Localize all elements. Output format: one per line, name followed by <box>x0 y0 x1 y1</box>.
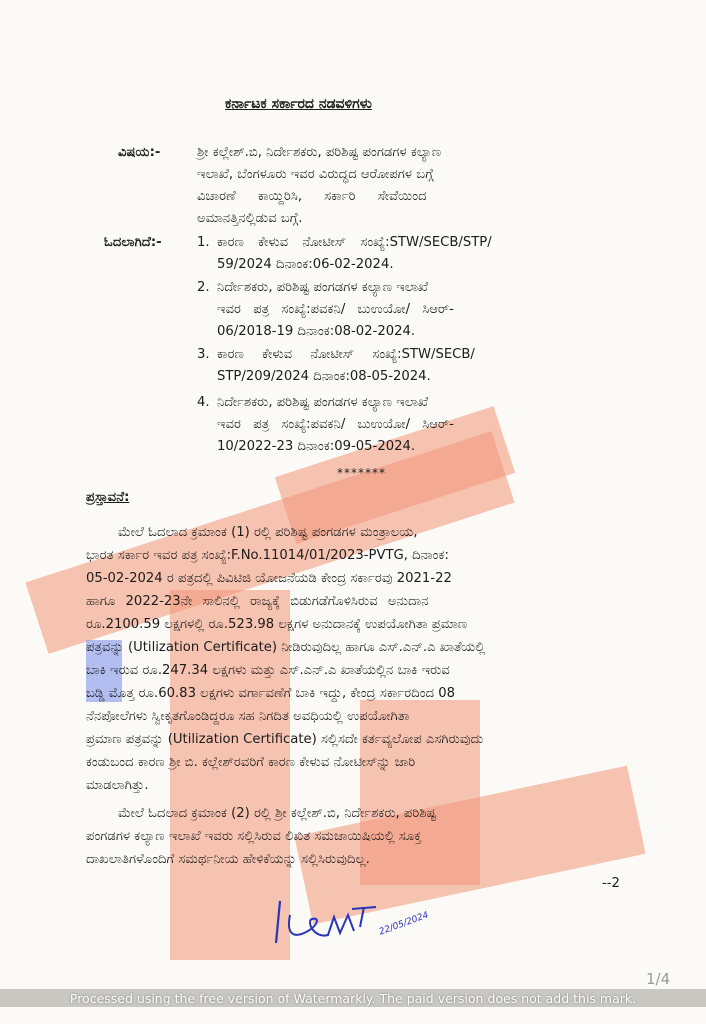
reference-line: ಇವರ ಪತ್ರ ಸಂಖ್ಯೆ:ಪವಕನಿ/ ಬುಉಯೋ/ ಸಿಆರ್- <box>217 302 454 317</box>
reference-number: 2. <box>197 280 210 295</box>
signature-date: 22/05/2024 <box>377 910 431 938</box>
paragraph-line: ಪ್ರಮಾಣ ಪತ್ರವನ್ನು (Utilization Certificate) ಸಲ್ಲಿಸದೇ ಕರ್ತವ್ಯಲೋಪ ಎಸಗಿರುವುದು <box>86 732 484 747</box>
reference-line: STP/209/2024 ದಿನಾಂಕ:08-05-2024. <box>217 369 431 384</box>
paragraph-line: ಪತ್ರವನ್ನು (Utilization Certificate) ನೀಡಿರುವುದಿಲ್ಲ ಹಾಗೂ ಎಸ್.ಎನ್.ಎ ಖಾತೆಯಲ್ಲಿ <box>86 640 486 655</box>
reference-line: ಕಾರಣ ಕೇಳುವ ನೋಟೀಸ್ ಸಂಖ್ಯೆ:STW/SECB/STP/ <box>217 235 492 250</box>
reference-line: 06/2018-19 ದಿನಾಂಕ:08-02-2024. <box>217 324 416 339</box>
subject-line: ಶ್ರೀ ಕಲ್ಲೇಶ್.ಬಿ, ನಿರ್ದೇಶಕರು, ಪರಿಶಿಷ್ಟ ಪಂಗಡಗಳ ಕಲ್ಯಾಣ <box>197 145 442 160</box>
paragraph-line: ಪಂಗಡಗಳ ಕಲ್ಯಾಣ ಇಲಾಖೆ ಇವರು ಸಲ್ಲಿಸಿರುವ ಲಿಖಿತ ಸಮಜಾಯಿಷಿಯಲ್ಲಿ ಸೂಕ್ತ <box>86 829 422 844</box>
paragraph-line: 05-02-2024 ರ ಪತ್ರದಲ್ಲಿ ಪಿವಿಟಿಜಿ ಯೋಜನೆಯಡಿ ಕೇಂದ್ರ ಸರ್ಕಾರವು 2021-22 <box>86 571 452 586</box>
paragraph-line: ದಾಖಲಾತಿಗಳೊಂದಿಗೆ ಸಮರ್ಥನೀಯ ಹೇಳಿಕೆಯನ್ನು ಸಲ್ಲಿಸಿರುವುದಿಲ್ಲ. <box>86 852 370 867</box>
reference-number: 1. <box>197 235 210 250</box>
subject-line: ಇಲಾಖೆ, ಬೆಂಗಳೂರು ಇವರ ವಿರುದ್ಧದ ಆರೋಪಗಳ ಬಗ್ಗೆ <box>197 167 434 182</box>
page-title: ಕರ್ನಾಟಕ ಸರ್ಕಾರದ ನಡವಳಿಗಳು <box>225 96 372 112</box>
reference-line: ನಿರ್ದೇಶಕರು, ಪರಿಶಿಷ್ಟ ಪಂಗಡಗಳ ಕಲ್ಯಾಣ ಇಲಾಖೆ <box>217 395 429 410</box>
paragraph-line: ಮೇಲೆ ಓದಲಾದ ಕ್ರಮಾಂಕ (1) ರಲ್ಲಿ ಪರಿಶಿಷ್ಟ ಪಂಗಡಗಳ ಮಂತ್ರಾಲಯ, <box>118 525 418 540</box>
paragraph-line: ಬಾಕಿ ಇರುವ ರೂ.247.34 ಲಕ್ಷಗಳು ಮತ್ತು ಎಸ್.ಎನ್.ಎ ಖಾತೆಯಲ್ಲಿನ ಬಾಕಿ ಇರುವ <box>86 663 450 678</box>
watermark-notice: Processed using the free version of Watermarkly. The paid version does not add this mark. <box>69 991 637 1006</box>
preamble-heading: ಪ್ರಸ್ತಾವನೆ: <box>86 490 130 505</box>
reference-number: 4. <box>197 395 210 410</box>
paragraph-line: ಮಾಡಲಾಗಿತ್ತು. <box>86 778 149 793</box>
reference-number: 3. <box>197 347 210 362</box>
reference-line: ನಿರ್ದೇಶಕರು, ಪರಿಶಿಷ್ಟ ಪಂಗಡಗಳ ಕಲ್ಯಾಣ ಇಲಾಖೆ <box>217 280 429 295</box>
reference-line: ಇವರ ಪತ್ರ ಸಂಖ್ಯೆ:ಪವಕನಿ/ ಬುಉಯೋ/ ಸಿಆರ್- <box>217 417 454 432</box>
page-indicator: 1/4 <box>646 970 671 988</box>
paragraph-line: ಕಂಡುಬಂದ ಕಾರಣ ಶ್ರೀ ಬಿ. ಕಲ್ಲೇಶ್‌ರವರಿಗೆ ಕಾರಣ ಕೇಳುವ ನೋಟೀಸ್‌ನ್ನು ಜಾರಿ <box>86 755 416 770</box>
reference-line: 10/2022-23 ದಿನಾಂಕ:09-05-2024. <box>217 439 416 454</box>
reference-line: ಕಾರಣ ಕೇಳುವ ನೋಟೀಸ್ ಸಂಖ್ಯೆ:STW/SECB/ <box>217 347 475 362</box>
paragraph-line: ರೂ.2100.59 ಲಕ್ಷಗಳಲ್ಲಿ ರೂ.523.98 ಲಕ್ಷಗಳ ಅನುದಾನಕ್ಕೆ ಉಪಯೋಗಿತಾ ಪ್ರಮಾಣ <box>86 617 468 632</box>
reference-line: 59/2024 ದಿನಾಂಕ:06-02-2024. <box>217 257 394 272</box>
paragraph-line: ಮೇಲೆ ಓದಲಾದ ಕ್ರಮಾಂಕ (2) ರಲ್ಲಿ ಶ್ರೀ ಕಲ್ಲೇಶ್.ಬಿ, ನಿರ್ದೇಶಕರು, ಪರಿಶಿಷ್ಟ <box>118 806 437 821</box>
separator: ******* <box>337 466 386 480</box>
paragraph-line: ಹಾಗೂ 2022-23ನೇ ಸಾಲಿನಲ್ಲಿ ರಾಜ್ಯಕ್ಕೆ ಬಿಡುಗಡೆಗೊಳಿಸಿರುವ ಅನುದಾನ <box>86 594 429 609</box>
subject-label: ವಿಷಯ:- <box>118 145 161 160</box>
paragraph-line: ನೆನಪೋಲೆಗಳು ಸ್ವೀಕೃತಗೊಂಡಿದ್ದರೂ ಸಹ ನಿಗದಿತ ಅವಧಿಯಲ್ಲಿ ಉಪಯೋಗಿತಾ <box>86 709 410 724</box>
signature <box>268 895 438 959</box>
subject-line: ಅಮಾನತ್ತಿನಲ್ಲಿಡುವ ಬಗ್ಗೆ. <box>197 211 303 226</box>
continuation-marker: --2 <box>602 876 620 891</box>
subject-line: ವಿಚಾರಣೆ ಕಾಯ್ದಿರಿಸಿ, ಸರ್ಕಾರಿ ಸೇವೆಯಿಂದ <box>197 189 427 204</box>
paragraph-line: ಬಡ್ಡಿ ಮೊತ್ತ ರೂ.60.83 ಲಕ್ಷಗಳು ವರ್ಗಾವಣೆಗೆ ಬಾಕಿ ಇದ್ದು, ಕೇಂದ್ರ ಸರ್ಕಾರದಿಂದ 08 <box>86 686 456 701</box>
read-label: ಓದಲಾಗಿದೆ:- <box>104 235 162 250</box>
paragraph-line: ಭಾರತ ಸರ್ಕಾರ ಇವರ ಪತ್ರ ಸಂಖ್ಯೆ:F.No.11014/01/2023-PVTG, ದಿನಾಂಕ: <box>86 548 449 563</box>
